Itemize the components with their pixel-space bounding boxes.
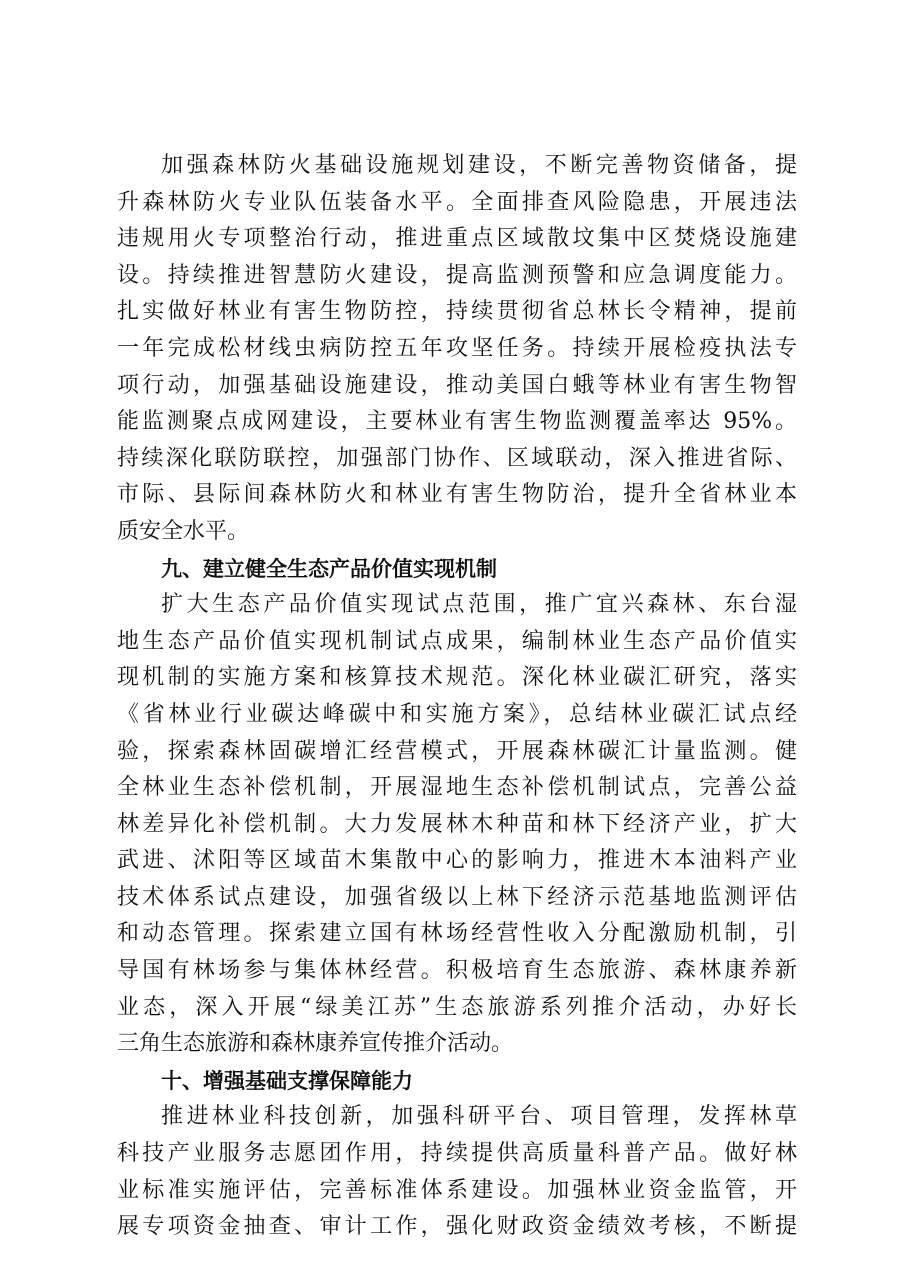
paragraph-line: 推进林业科技创新，加强科研平台、项目管理，发挥林草: [161, 1104, 797, 1130]
heading-text: 十、增强基础支撑保障能力: [161, 1068, 413, 1093]
paragraph-line: 验，探索森林固碳增汇经营模式，开展森林碳汇计量监测。健: [117, 738, 797, 764]
paragraph-line: 《省林业行业碳达峰碳中和实施方案》，总结林业碳汇试点经: [117, 701, 797, 727]
paragraph-line: 业标准实施评估，完善标准体系建设。加强林业资金监管，开: [117, 1177, 797, 1203]
paragraph-eco-product-value: [117, 587, 797, 1063]
paragraph-line: 持续深化联防联控，加强部门协作、区域联动，深入推进省际、: [117, 445, 797, 471]
paragraph-line: 业态，深入开展“绿美江苏”生态旅游系列推介活动，办好长: [117, 994, 797, 1020]
paragraph-line: 技术体系试点建设，加强省级以上林下经济示范基地监测评估: [117, 884, 797, 910]
paragraph-line: 展专项资金抽查、审计工作，强化财政资金绩效考核，不断提: [117, 1214, 797, 1240]
paragraph-line: 扩大生态产品价值实现试点范围，推广宜兴森林、东台湿: [161, 592, 797, 618]
paragraph-line: 项行动，加强基础设施建设，推动美国白蛾等林业有害生物智: [117, 372, 797, 398]
paragraph-line: 违规用火专项整治行动，推进重点区域散坟集中区焚烧设施建: [117, 226, 797, 252]
paragraph-line: 科技产业服务志愿团作用，持续提供高质量科普产品。做好林: [117, 1141, 797, 1167]
paragraph-line: 升森林防火专业队伍装备水平。全面排查风险隐患，开展违法: [117, 189, 797, 215]
paragraph-line: 市际、县际间森林防火和林业有害生物防治，提升全省林业本: [117, 482, 797, 508]
document-body: [117, 148, 797, 1246]
paragraph-line: 加强森林防火基础设施规划建设，不断完善物资储备，提: [161, 153, 797, 178]
paragraph-line: 设。持续推进智慧防火建设，提高监测预警和应急调度能力。: [117, 262, 797, 288]
paragraph-line: 导国有林场参与集体林经营。积极培育生态旅游、森林康养新: [117, 958, 797, 984]
paragraph-line: 林差异化补偿机制。大力发展林木种苗和林下经济产业，扩大: [117, 811, 797, 837]
paragraph-line: 扎实做好林业有害生物防控，持续贯彻省总林长令精神，提前: [117, 299, 797, 325]
section-heading-10: [117, 1063, 797, 1100]
paragraph-line: 能监测聚点成网建设，主要林业有害生物监测覆盖率达 95%。: [117, 409, 797, 435]
paragraph-line: 武进、沭阳等区域苗木集散中心的影响力，推进木本油料产业: [117, 848, 797, 874]
paragraph-line: 一年完成松材线虫病防控五年攻坚任务。持续开展检疫执法专: [117, 335, 797, 361]
paragraph-line: 现机制的实施方案和核算技术规范。深化林业碳汇研究，落实: [117, 665, 797, 691]
paragraph-line: 地生态产品价值实现机制试点成果，编制林业生态产品价值实: [117, 628, 797, 654]
paragraph-line: 全林业生态补偿机制，开展湿地生态补偿机制试点，完善公益: [117, 775, 797, 801]
section-heading-9: [117, 551, 797, 588]
paragraph-line: 三角生态旅游和森林康养宣传推介活动。: [117, 1031, 514, 1057]
paragraph-line: 和动态管理。探索建立国有林场经营性收入分配激励机制，引: [117, 921, 797, 947]
paragraph-support-capacity: [117, 1099, 797, 1245]
paragraph-forest-fire-and-pest-control: [117, 148, 797, 551]
heading-text: 九、建立健全生态产品价值实现机制: [161, 556, 497, 581]
paragraph-line: 质安全水平。: [117, 518, 250, 544]
